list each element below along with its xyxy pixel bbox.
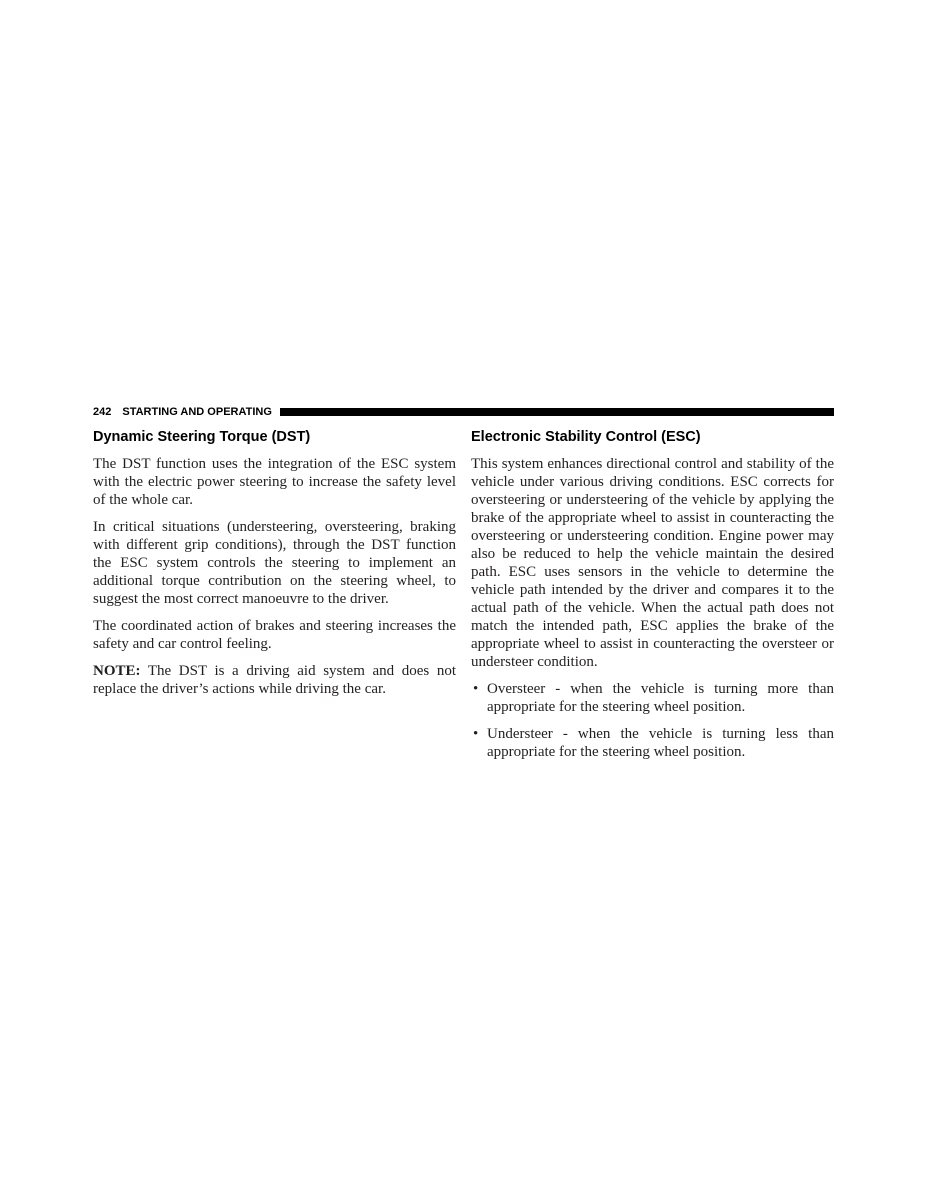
esc-heading: Electronic Stability Control (ESC) <box>471 429 701 445</box>
dst-paragraph-1: The DST function uses the integration of the ESC system with the electric power steering to increase the safety level of the whole car. <box>93 456 456 508</box>
bullet-text: Oversteer - when the vehicle is turning more than appropriate for the steering wheel position. <box>487 681 834 715</box>
dst-note <box>93 662 456 698</box>
dst-heading: Dynamic Steering Torque (DST) <box>93 429 311 445</box>
dst-paragraph-3: The coordinated action of brakes and steering increases the safety and car control feeling. <box>93 618 456 652</box>
page-number: 242 <box>93 406 112 418</box>
list-item <box>471 725 834 761</box>
bullet-icon: • <box>473 726 479 742</box>
left-column <box>93 428 456 707</box>
header-rule <box>280 408 834 416</box>
list-item <box>471 680 834 716</box>
note-text: The DST is a driving aid system and does not replace the driver’s actions while driving the car. <box>93 663 456 697</box>
note-label: NOTE: <box>93 663 141 679</box>
esc-paragraph: This system enhances directional control and stability of the vehicle under various driving conditions. ESC corrects for oversteering or understeering of the vehicle by applying the brake of the appropriate wheel to assist in counteracting the oversteering or understeering condition. Engine power may also be reduced to help the vehicle maintain the desired path. ESC uses sensors in the vehicle to determine the vehicle path intended by the driver and compares it to the actual path of the vehicle. When the actual path does not match the intended path, ESC applies the brake of the appropriate wheel to assist in counteracting the oversteer or understeer condition. <box>471 456 834 670</box>
bullet-text: Understeer - when the vehicle is turning less than appropriate for the steering wheel position. <box>487 726 834 760</box>
right-column <box>471 428 834 770</box>
dst-paragraph-2: In critical situations (understeering, oversteering, braking with different grip conditions), through the DST function the ESC system controls the steering to implement an additional torque contribution on the steering wheel, to suggest the most correct manoeuvre to the driver. <box>93 519 456 607</box>
section-title: STARTING AND OPERATING <box>122 406 272 418</box>
esc-bullet-list <box>471 680 834 761</box>
page-header <box>93 404 834 420</box>
bullet-icon: • <box>473 681 479 697</box>
